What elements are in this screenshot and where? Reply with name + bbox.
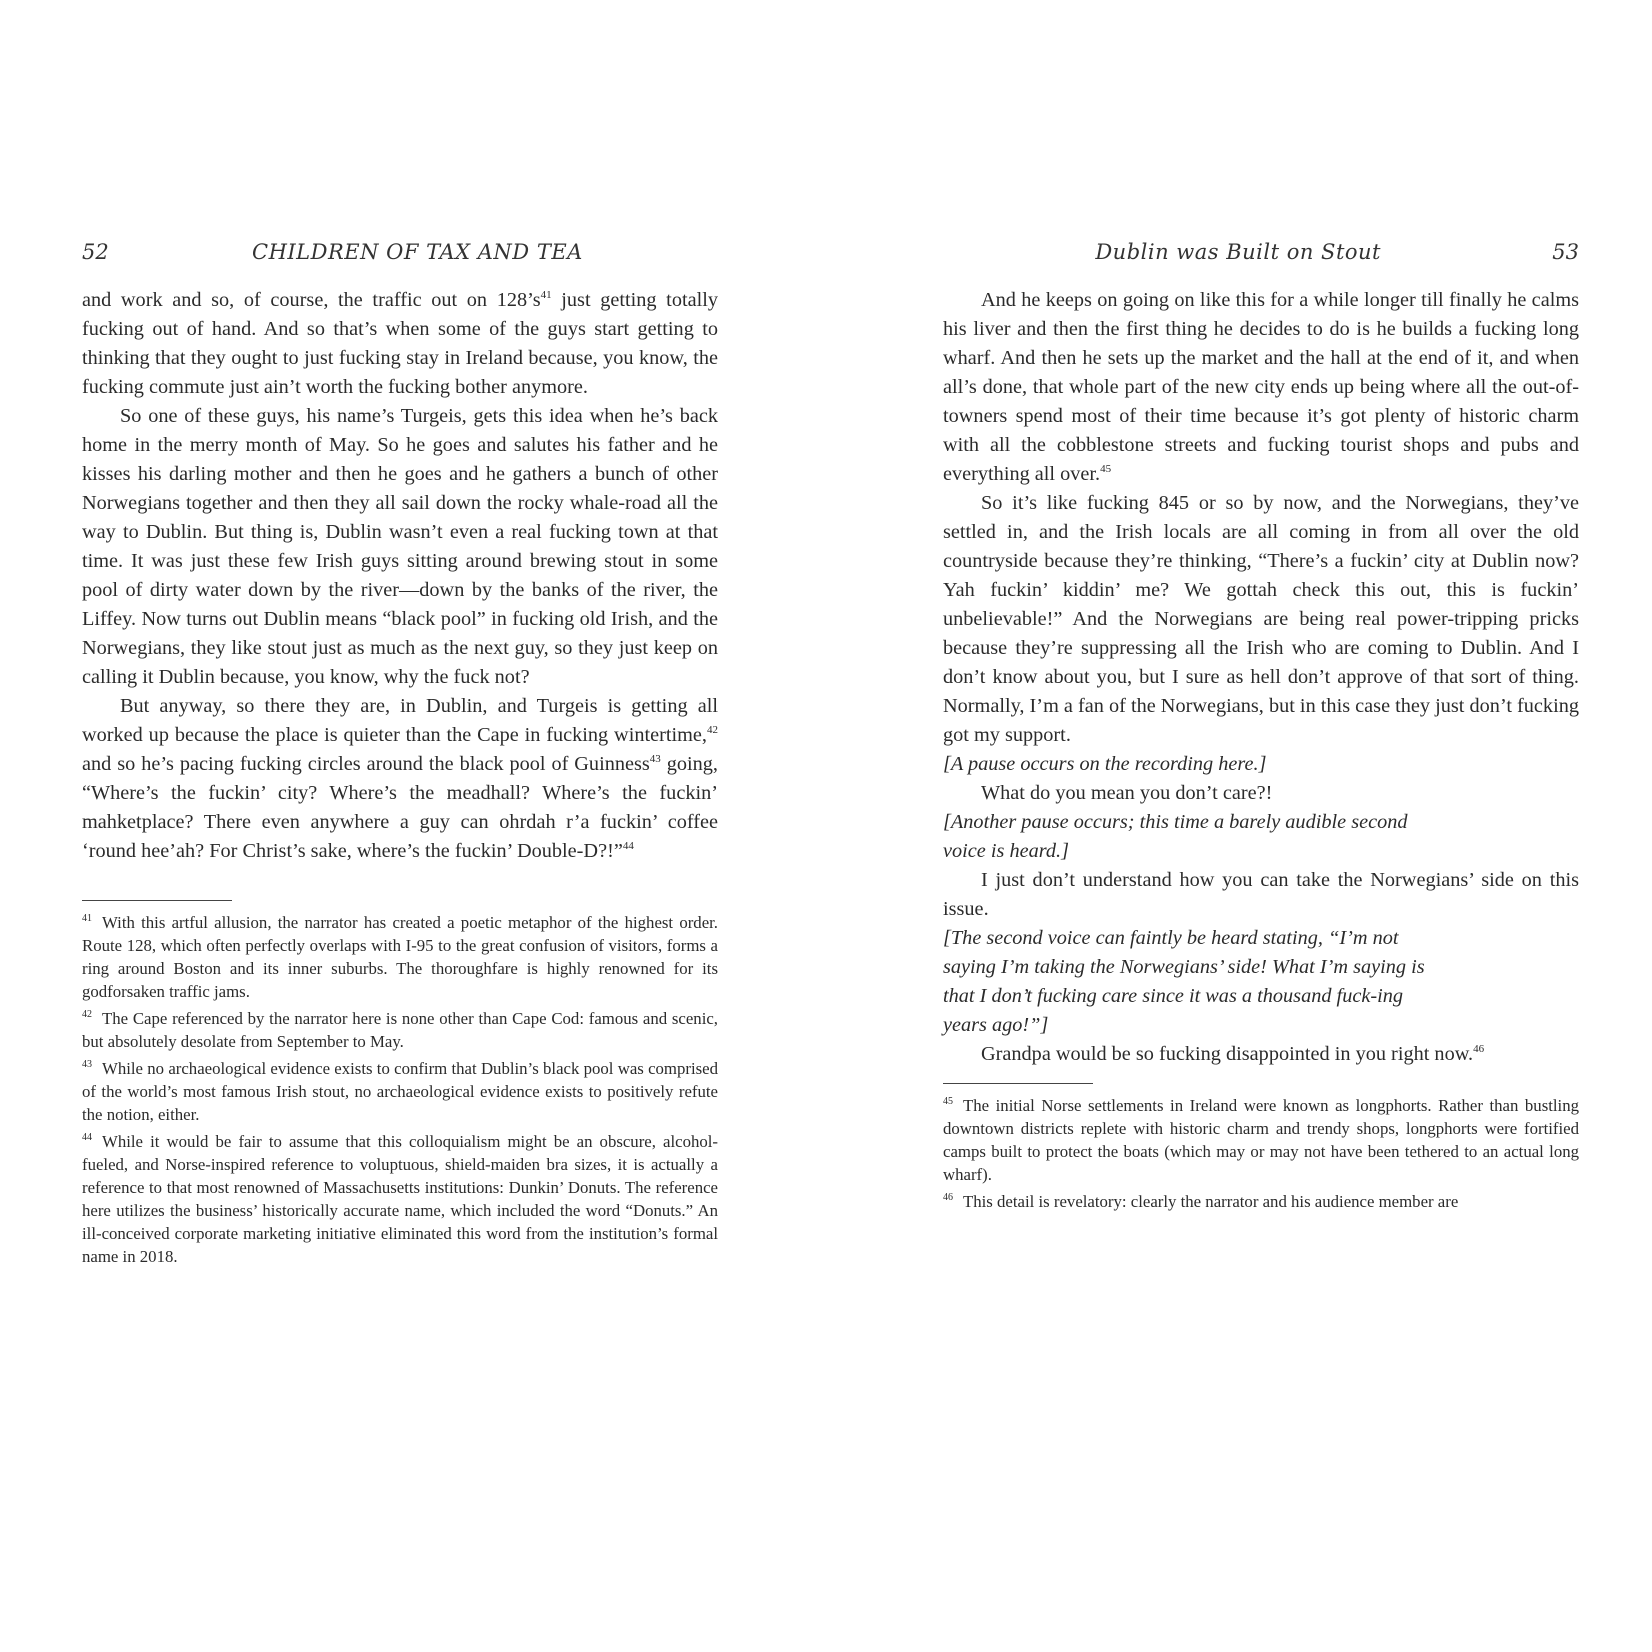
left-footnotes: [82, 911, 718, 1268]
left-page: [82, 240, 718, 1272]
right-footnotes: [943, 1094, 1579, 1213]
footnote: $^{46}$ This detail is revelatory: clearly the narrator and his audience member are: [943, 1192, 1459, 1211]
page-number: 53: [1552, 240, 1579, 264]
footnote: $^{44}$ While it would be fair to assume that this colloquialism might be an obscure, alcohol-fueled, and Norse-inspired reference to voluptuous, shield-maiden bra sizes, it is actually a reference to that most renowned of Massachusetts institutions: Dunkin’ Donuts. The reference here utilizes the business’ historically accurate name, which included the word “Donuts.” An ill-conceived corporate marketing initiative eliminated this word from the institution’s formal name in 2018.: [82, 1132, 718, 1266]
running-title: Dublin was Built on Stout: [1095, 240, 1381, 264]
paragraph: And he keeps on going on like this for a while longer till finally he calms his liver and then the first thing he decides to do is he builds a fucking long wharf. And then he sets up the market and the hall at the end of it, and when all’s done, that whole part of the new city ends up being where all the out-of-towners spend most of their time because it’s got plenty of historic charm with all the cobblestone streets and fucking tourist shops and pubs and everything all over.$^{45}$: [943, 289, 1579, 485]
right-page-header: [943, 240, 1579, 274]
dialogue-line: Grandpa would be so fucking disappointed in you right now.$^{46}$: [981, 1043, 1485, 1065]
footnote: $^{45}$ The initial Norse settlements in Ireland were known as longphorts. Rather than bustling downtown districts replete with historic charm and trendy shops, longphorts were fortified camps built to protect the boats (which may or may not have been tethered to an actual long wharf).: [943, 1096, 1579, 1184]
footnote-ref: 42: [707, 724, 718, 737]
footnote-ref: 41: [540, 289, 552, 302]
paragraph: and work and so, of course, the traffic out on $128’s^{41}$ just getting totally fucking out of hand. And so that’s when some of the guys start getting to thinking that they ought to just fucking stay in Ireland because, you know, the fucking commute just ain’t worth the fucking bother anymore.: [82, 289, 719, 398]
page-number: 52: [82, 240, 109, 264]
footnote: $^{41}$ With this artful allusion, the narrator has created a poetic metaphor of the highest order. Route 128, which often perfectly overlaps with I-95 to the great confusion of visitors, forms a ring around Boston and its inner suburbs. The thoroughfare is highly renowned for its godforsaken traffic jams.: [82, 913, 718, 1001]
running-title: CHILDREN OF TAX AND TEA: [252, 240, 583, 264]
footnote-ref: 44: [622, 840, 634, 853]
dialogue-line: What do you mean you don’t care?!: [981, 782, 1273, 804]
footnote-divider: [82, 900, 232, 901]
footnote: $^{42}$ The Cape referenced by the narrator here is none other than Cape Cod: famous and scenic, but absolutely desolate from September to May.: [82, 1009, 718, 1051]
footnote-ref: 43: [649, 753, 661, 766]
stage-direction: [A pause occurs on the recording here.]: [943, 753, 1267, 775]
left-page-body: [82, 286, 718, 866]
footnote-ref: 45: [1100, 463, 1112, 476]
right-page: [943, 240, 1579, 1217]
footnote-divider: [943, 1083, 1093, 1084]
dialogue-line: I just don’t understand how you can take the Norwegians’ side on this issue.: [943, 869, 1579, 920]
paragraph: But anyway, so there they are, in Dublin, and Turgeis is getting all worked up because the place is quieter than the Cape in fucking wintertime,$^{42}$ and so he’s pacing fucking circles around the black pool of Guinness$^{43}$ going, “Where’s the fuckin’ city? Where’s the meadhall? Where’s the fuckin’ mahketplace? There even anywhere a guy can ohrdah r’a fuckin’ coffee ‘round hee’ah? For Christ’s sake, where’s the fuckin’ Double-D?!”$^{44}$: [82, 695, 718, 862]
left-page-header: [82, 240, 718, 274]
footnote-ref: 46: [1473, 1043, 1485, 1056]
stage-direction: [The second voice can faintly be heard stating, “I’m not saying I’m taking the Norwegians’ side! What I’m saying is that I don’t fucking care since it was a thousand fuck-ing years ago!”]: [943, 927, 1425, 1036]
paragraph: So it’s like fucking 845 or so by now, and the Norwegians, they’ve settled in, and the Irish locals are all coming in from all over the old countryside because they’re thinking, “There’s a fuckin’ city at Dublin now? Yah fuckin’ kiddin’ me? We gottah check this out, this is fuckin’ unbelievable!” And the Norwegians are being real power-tripping pricks because they’re suppressing all the Irish who are coming to Dublin. And I don’t know about you, but I sure as hell don’t approve of that sort of thing. Normally, I’m a fan of the Norwegians, but in this case they just don’t fucking got my support.: [943, 492, 1579, 746]
footnote: $^{43}$ While no archaeological evidence exists to confirm that Dublin’s black pool was comprised of the world’s most famous Irish stout, no archaeological evidence exists to positively refute the notion, either.: [82, 1059, 718, 1124]
stage-direction: [Another pause occurs; this time a barely audible second voice is heard.]: [943, 811, 1408, 862]
right-page-body: [943, 286, 1579, 1069]
paragraph: So one of these guys, his name’s Turgeis, gets this idea when he’s back home in the merry month of May. So he goes and salutes his father and he kisses his darling mother and then he goes and he gathers a bunch of other Norwegians together and then they all sail down the rocky whale-road all the way to Dublin. But thing is, Dublin wasn’t even a real fucking town at that time. It was just these few Irish guys sitting around brewing stout in some pool of dirty water down by the river—down by the banks of the river, the Liffey. Now turns out Dublin means “black pool” in fucking old Irish, and the Norwegians, they like stout just as much as the next guy, so they just keep on calling it Dublin because, you know, why the fuck not?: [82, 405, 718, 688]
